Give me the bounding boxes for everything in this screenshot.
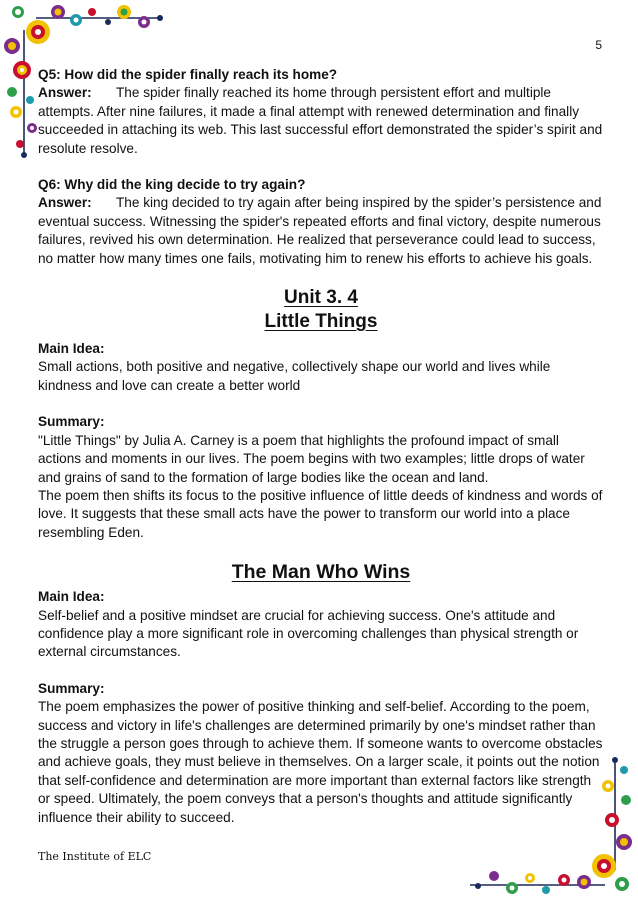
section-heading-man-who-wins: The Man Who Wins xyxy=(231,561,411,584)
question-5: Q5: How did the spider finally reach its home? xyxy=(38,67,338,82)
man-who-wins-main-idea xyxy=(38,588,604,662)
answer-5 xyxy=(38,84,604,158)
summary-paragraph: The poem emphasizes the power of positive thinking and self-belief. According to the poem, success and victory in life's challenges are determined primarily by one's mindset rather than the struggle a person goes through to achieve them. If someone wants to overcome obstacles and achieve goals, they must believe in themselves. On a larger scale, it points out the notion that self-confidence and determination are more important than external factors like strength or speed. Ultimately, the poem conveys that a person's thoughts and attitude significantly influence their ability to succeed. xyxy=(38,699,603,825)
little-things-main-idea xyxy=(38,340,604,395)
summary-paragraph-1: "Little Things" by Julia A. Carney is a poem that highlights the profound impact of small actions and moments in our lives. The poem begins with two examples; little drops of water and grains of sand to the formation of large bodies like the ocean and land. xyxy=(38,432,585,485)
main-idea-text: Self-belief and a positive mindset are crucial for achieving success. One's attitude and confidence play a more significant role in overcoming challenges than physical strength or external circumstances. xyxy=(38,607,579,660)
unit-poem-title: Little Things xyxy=(264,311,378,333)
summary-paragraph-2: The poem then shifts its focus to the positive influence of little deeds of kindness and words of love. It suggests that these small acts have the power to transform our world into a place resembling Eden. xyxy=(38,487,603,540)
answer-5-text: The spider finally reached its home through persistent effort and multiple attempts. After nine failures, it made a final attempt with renewed determination and finally succeeded in attaching its web. This last successful effort demonstrated the spider’s spirit and resolute resolve. xyxy=(38,85,603,156)
main-idea-text: Small actions, both positive and negative, collectively shape our world and lives while kindness and love can create a better world xyxy=(38,359,551,393)
question-6-block xyxy=(38,176,604,268)
answer-6-text: The king decided to try again after being inspired by the spider’s persistence and eventual success. Witnessing the spider's repeated efforts and final victory, despite numerous failures, revived his own determination. He realized that perseverance could lead to success, no matter how many times one fails, motivating him to renew his efforts to achieve his goals. xyxy=(38,195,602,266)
question-5-block xyxy=(38,66,604,158)
main-idea-label: Main Idea: xyxy=(38,341,105,357)
answer-5-label: Answer: xyxy=(38,85,92,101)
answer-6-label: Answer: xyxy=(38,195,92,211)
answer-6 xyxy=(38,194,604,268)
footer-institute: The Institute of ELC xyxy=(38,850,152,863)
summary-label: Summary: xyxy=(38,680,105,696)
man-who-wins-summary xyxy=(38,680,604,827)
main-idea-label: Main Idea: xyxy=(38,589,105,605)
summary-label: Summary: xyxy=(38,414,105,430)
question-6: Q6: Why did the king decide to try again? xyxy=(38,177,306,193)
little-things-summary xyxy=(38,413,604,542)
page-content xyxy=(38,66,604,827)
unit-heading: Unit 3. 4 xyxy=(284,287,358,309)
page-number: 5 xyxy=(595,38,602,52)
